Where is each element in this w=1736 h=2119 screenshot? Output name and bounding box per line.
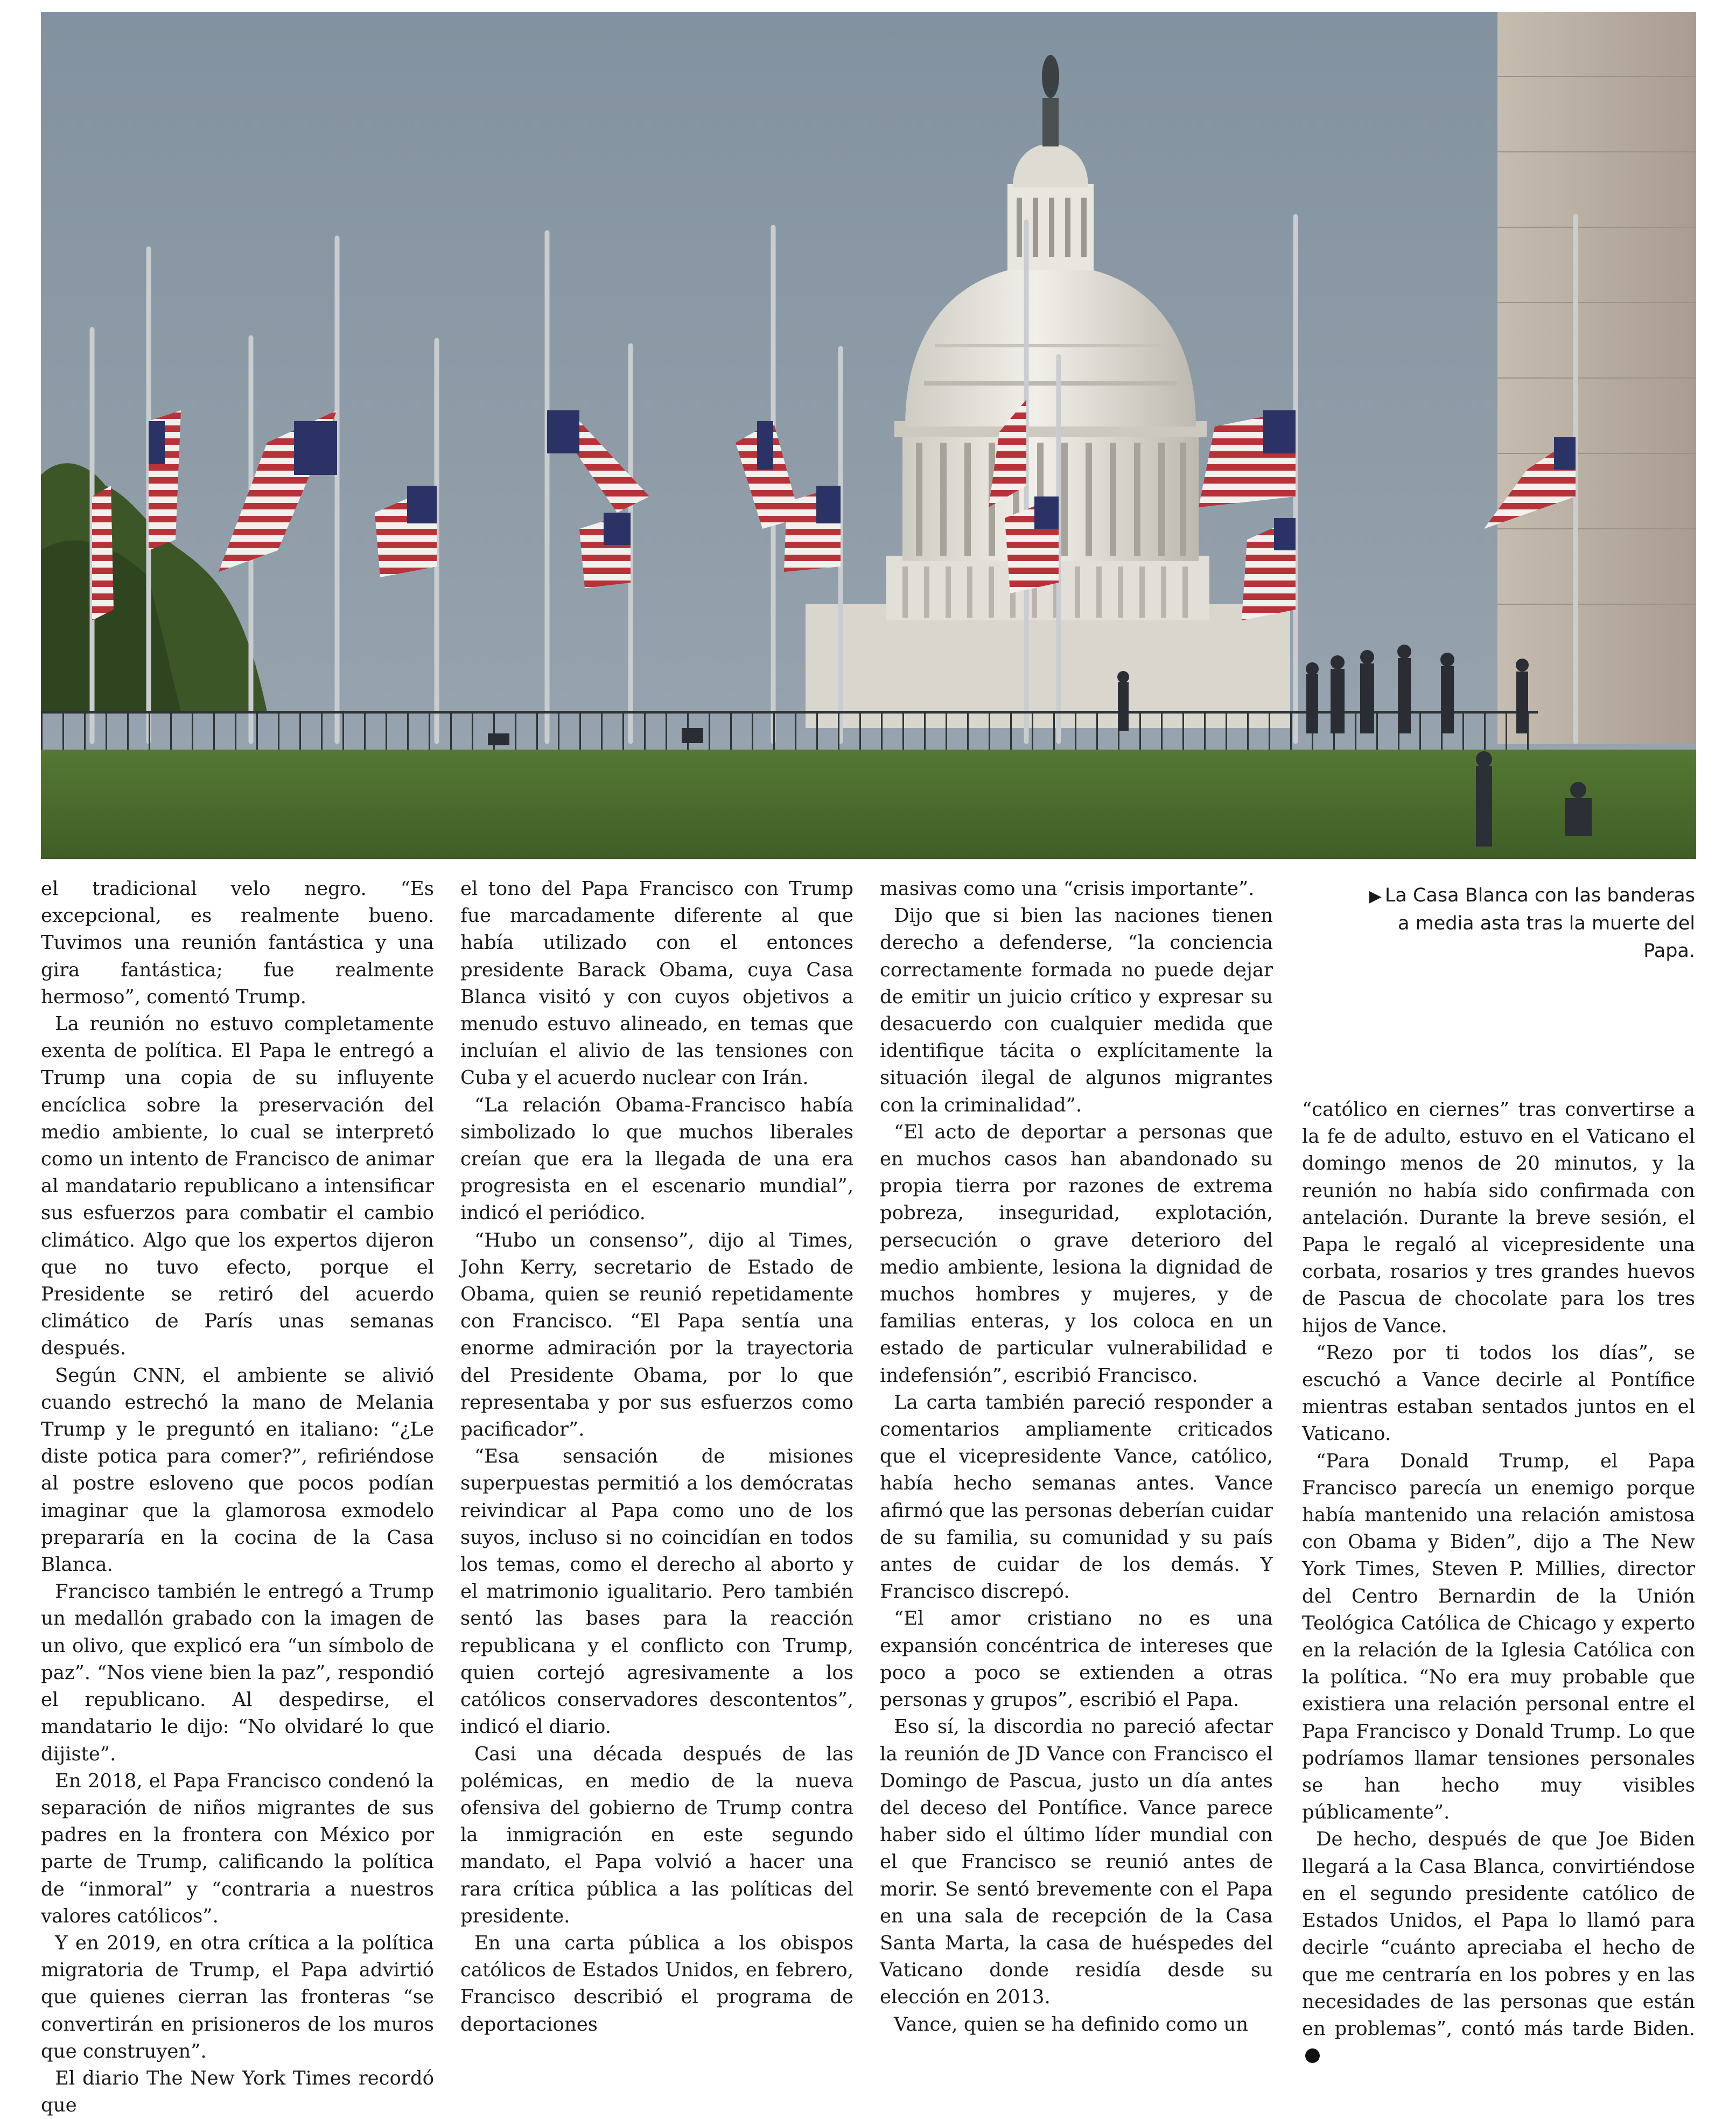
grass-lawn	[41, 750, 1696, 859]
triangle-right-icon: ▶	[1369, 887, 1382, 906]
paragraph: Casi una década después de las polémicas, en medio de la nueva ofensiva del gobierno de Trump contra la inmigración en este segundo mandato, el Papa volvió a hacer una rara crítica pública a las políticas del presidente.	[460, 1743, 853, 1927]
paragraph: “La relación Obama-Francisco había simbolizado lo que muchos liberales creían que era la llegada de una era progresista en el escenario mundial”, indicó el periódico.	[460, 1094, 853, 1225]
paragraph: En una carta pública a los obispos católicos de Estados Unidos, en febrero, Francisco describió el programa de deportaciones	[460, 1932, 853, 2036]
paragraph: masivas como una “crisis importante”.	[880, 878, 1255, 900]
article-column-3	[880, 876, 1273, 2038]
paragraph: el tono del Papa Francisco con Trump fue marcadamente diferente al que había utilizado con el entonces presidente Barack Obama, cuya Casa Blanca visitó y con cuyos objetivos a menudo estuvo alineado, en temas que incluían el alivio de las tensiones con Cuba y el acuerdo nuclear con Irán.	[460, 878, 853, 1089]
paragraph: Dijo que si bien las naciones tienen derecho a defenderse, “la conciencia correctamente formada no puede dejar de emitir un juicio crítico y expresar su desacuerdo con cualquier medida que identifique tácita o explícitamente la situación ilegal de algunos migrantes con la criminalidad”.	[880, 905, 1273, 1116]
paragraph: “Esa sensación de misiones superpuestas permitió a los demócratas reivindicar al Papa como uno de los suyos, incluso si no coincidían en todos los temas, como el derecho al aborto y el matrimonio igualitario. Pero también sentó las bases para la reacción republicana y el conflicto con Trump, quien cortejó agresivamente a los católicos conservadores descontentos”, indicó el diario.	[460, 1445, 853, 1738]
paragraph: Según CNN, el ambiente se alivió cuando estrechó la mano de Melania Trump y le preguntó en italiano: “¿Le diste potica para comer?”, refiriéndose al postre esloveno que pocos podían imaginar que la glamorosa exmodelo prepararía en la cocina de la Casa Blanca.	[41, 1364, 434, 1576]
paragraph: “Hubo un consenso”, dijo al Times, John Kerry, secretario de Estado de Obama, quien se reunió repetidamente con Francisco. “El Papa sentía una enorme admiración por la trayectoria del Presidente Obama, por lo que representaba y por sus esfuerzos como pacificador”.	[460, 1229, 853, 1441]
paragraph: Francisco también le entregó a Trump un medallón grabado con la imagen de un olivo, que explicó era “un símbolo de paz”. “Nos viene bien la paz”, respondió el republicano. Al despedirse, el mandatario le dijo: “No olvidaré lo que dijiste”.	[41, 1580, 434, 1765]
paragraph: Vance, quien se ha definido como un	[894, 2013, 1249, 2036]
paragraph-final	[1302, 1826, 1695, 2069]
article-column-2	[460, 876, 853, 2038]
paragraph: el tradicional velo negro. “Es excepcional, es realmente bueno. Tuvimos una reunión fantástica y una gira fantástica; fue realmente hermoso”, comentó Trump.	[41, 878, 434, 1008]
paragraph: El diario The New York Times recordó que	[41, 2067, 434, 2117]
paragraph: La reunión no estuvo completamente exenta de política. El Papa le entregó a Trump una copia de su influyente encíclica sobre la preservación del medio ambiente, lo cual se interpretó como un intento de Francisco de animar al mandatario republicano a intensificar sus esfuerzos para combatir el cambio climático. Algo que los expertos dijeron que no tuvo efecto, porque el Presidente se retiró del acuerdo climático de París unas semanas después.	[41, 1013, 434, 1360]
photo-caption	[1357, 882, 1695, 965]
paragraph: Y en 2019, en otra crítica a la política migratoria de Trump, el Papa advirtió que quienes cierran las fronteras “se convertirán en prisioneros de los muros que construyen”.	[41, 1932, 434, 2062]
end-bullet-icon	[1305, 2048, 1320, 2063]
article-column-1	[41, 876, 434, 2119]
paragraph: “Para Donald Trump, el Papa Francisco parecía un enemigo porque había mantenido una relación amistosa con Obama y Biden”, dijo a The New York Times, Steven P. Millies, director del Centro Bernardin de la Unión Teológica Católica de Chicago y experto en la relación de la Iglesia Católica con la política. “No era muy probable que existiera una relación personal entre el Papa Francisco y Donald Trump. Lo que podríamos llamar tensiones personales se han hecho muy visibles públicamente”.	[1302, 1450, 1695, 1824]
paragraph-final-text: De hecho, después de que Joe Biden llegará a la Casa Blanca, convirtiéndose en el segundo presidente católico de Estados Unidos, el Papa lo llamó para decirle “cuánto apreciaba el hecho de que me centraría en los pobres y en las necesidades de las personas que están en problemas”, contó más tarde Biden.	[1302, 1828, 1695, 2040]
paragraph: En 2018, el Papa Francisco condenó la separación de niños migrantes de sus padres en la frontera con México por parte de Trump, calificando la política de “inmoral” y “contraria a nuestros valores católicos”.	[41, 1770, 434, 1927]
paragraph: La carta también pareció responder a comentarios ampliamente criticados que el vicepresidente Vance, católico, había hecho semanas antes. Vance afirmó que las personas deberían cuidar de su familia, su comunidad y su país antes de cuidar de los demás. Y Francisco discrepó.	[880, 1391, 1273, 1603]
article-column-4	[1302, 1096, 1695, 2069]
paragraph: “El amor cristiano no es una expansión concéntrica de intereses que poco a poco se extienden a otras personas y grupos”, escribió el Papa.	[880, 1607, 1273, 1711]
photo-capitol-flags-half-mast	[41, 12, 1696, 859]
paragraph: “católico en ciernes” tras convertirse a la fe de adulto, estuvo en el Vaticano el domingo menos de 20 minutos, y la reunión no había sido confirmada con antelación. Durante la breve sesión, el Papa le regaló al vicepresidente una corbata, rosarios y tres grandes huevos de Pascua de chocolate para los tres hijos de Vance.	[1302, 1099, 1695, 1337]
paragraph: “El acto de deportar a personas que en muchos casos han abandonado su propia tierra por razones de extrema pobreza, inseguridad, explotación, persecución o grave deterioro del medio ambiente, lesiona la dignidad de muchos hombres y mujeres, y de familias enteras, y los coloca en un estado de particular vulnerabilidad e indefensión”, escribió Francisco.	[880, 1121, 1273, 1387]
paragraph: “Rezo por ti todos los días”, se escuchó a Vance decirle al Pontífice mientras estaban sentados juntos en el Vaticano.	[1302, 1341, 1695, 1445]
photo-caption-text: La Casa Blanca con las banderas a media asta tras la muerte del Papa.	[1384, 885, 1695, 962]
washington-monument	[1497, 12, 1696, 744]
paragraph: Eso sí, la discordia no pareció afectar la reunión de JD Vance con Francisco el Domingo de Pascua, justo un día antes del deceso del Pontífice. Vance parece haber sido el último líder mundial con el que Francisco se reunió antes de morir. Se sentó brevemente con el Papa en una sala de recepción de la Casa Santa Marta, la casa de huéspedes del Vaticano donde residía desde su elección en 2013.	[880, 1716, 1273, 2009]
